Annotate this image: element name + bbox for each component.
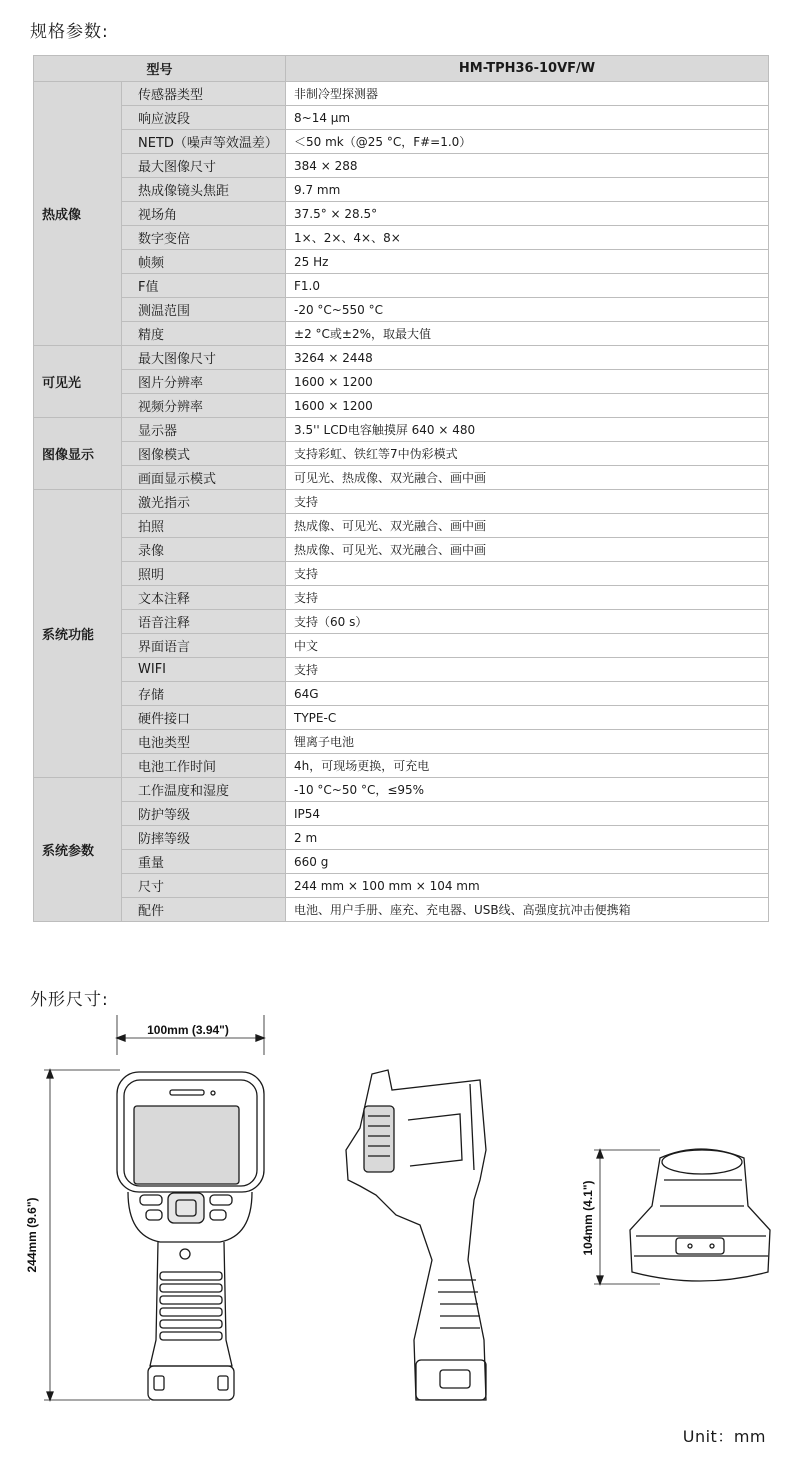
param-name: 显示器 bbox=[122, 418, 286, 442]
param-value: 384 × 288 bbox=[286, 154, 769, 178]
spec-heading: 规格参数: bbox=[30, 22, 109, 42]
param-name: 传感器类型 bbox=[122, 82, 286, 106]
param-name: 界面语言 bbox=[122, 634, 286, 658]
param-name: 语音注释 bbox=[122, 610, 286, 634]
param-value: IP54 bbox=[286, 802, 769, 826]
param-name: 尺寸 bbox=[122, 874, 286, 898]
param-name: NETD（噪声等效温差） bbox=[122, 130, 286, 154]
param-name: F值 bbox=[122, 274, 286, 298]
table-header-row bbox=[34, 56, 769, 82]
table-row bbox=[34, 898, 769, 922]
front-view-drawing bbox=[25, 1015, 264, 1400]
group-label: 系统功能 bbox=[34, 490, 122, 778]
param-value: TYPE-C bbox=[286, 706, 769, 730]
table-row bbox=[34, 274, 769, 298]
param-name: 录像 bbox=[122, 538, 286, 562]
param-value: 可见光、热成像、双光融合、画中画 bbox=[286, 466, 769, 490]
param-value: ±2 °C或±2%，取最大值 bbox=[286, 322, 769, 346]
table-row bbox=[34, 610, 769, 634]
table-row bbox=[34, 418, 769, 442]
param-name: 硬件接口 bbox=[122, 706, 286, 730]
param-value: 热成像、可见光、双光融合、画中画 bbox=[286, 514, 769, 538]
table-row bbox=[34, 442, 769, 466]
param-name: 文本注释 bbox=[122, 586, 286, 610]
param-value: 支持 bbox=[286, 586, 769, 610]
param-value: 3.5'' LCD电容触摸屏 640 × 480 bbox=[286, 418, 769, 442]
table-row bbox=[34, 490, 769, 514]
top-view-drawing bbox=[581, 1149, 770, 1284]
group-label: 热成像 bbox=[34, 82, 122, 346]
param-name: 响应波段 bbox=[122, 106, 286, 130]
param-name: 数字变倍 bbox=[122, 226, 286, 250]
param-name: 电池工作时间 bbox=[122, 754, 286, 778]
param-value: F1.0 bbox=[286, 274, 769, 298]
table-row bbox=[34, 562, 769, 586]
param-name: 画面显示模式 bbox=[122, 466, 286, 490]
table-row bbox=[34, 106, 769, 130]
param-value: 电池、用户手册、座充、充电器、USB线、高强度抗冲击便携箱 bbox=[286, 898, 769, 922]
table-row bbox=[34, 82, 769, 106]
group-label: 系统参数 bbox=[34, 778, 122, 922]
param-value: 热成像、可见光、双光融合、画中画 bbox=[286, 538, 769, 562]
table-row bbox=[34, 178, 769, 202]
table-row bbox=[34, 370, 769, 394]
table-row bbox=[34, 658, 769, 682]
param-name: 图片分辨率 bbox=[122, 370, 286, 394]
dimensions-heading: 外形尺寸: bbox=[30, 990, 109, 1010]
table-row bbox=[34, 730, 769, 754]
table-row bbox=[34, 586, 769, 610]
param-name: 热成像镜头焦距 bbox=[122, 178, 286, 202]
param-value: 9.7 mm bbox=[286, 178, 769, 202]
param-value: 支持 bbox=[286, 658, 769, 682]
param-value: 支持彩虹、铁红等7中伪彩模式 bbox=[286, 442, 769, 466]
height-dimension-label: 244mm (9.6") bbox=[25, 1197, 39, 1273]
param-value: ＜50 mk（@25 °C，F#=1.0） bbox=[286, 130, 769, 154]
param-name: 重量 bbox=[122, 850, 286, 874]
model-value: HM-TPH36-10VF/W bbox=[286, 56, 769, 82]
table-row bbox=[34, 802, 769, 826]
param-value: 25 Hz bbox=[286, 250, 769, 274]
param-name: 防摔等级 bbox=[122, 826, 286, 850]
param-name: 防护等级 bbox=[122, 802, 286, 826]
table-row bbox=[34, 826, 769, 850]
table-row bbox=[34, 634, 769, 658]
param-name: 视场角 bbox=[122, 202, 286, 226]
param-name: 电池类型 bbox=[122, 730, 286, 754]
param-value: 1×、2×、4×、8× bbox=[286, 226, 769, 250]
table-row bbox=[34, 778, 769, 802]
param-value: 非制冷型探测器 bbox=[286, 82, 769, 106]
param-name: 工作温度和湿度 bbox=[122, 778, 286, 802]
param-value: 244 mm × 100 mm × 104 mm bbox=[286, 874, 769, 898]
param-name: 图像模式 bbox=[122, 442, 286, 466]
table-row bbox=[34, 202, 769, 226]
param-name: 配件 bbox=[122, 898, 286, 922]
device-drawings bbox=[0, 1010, 800, 1420]
table-row bbox=[34, 322, 769, 346]
group-label: 可见光 bbox=[34, 346, 122, 418]
param-value: 64G bbox=[286, 682, 769, 706]
param-name: 拍照 bbox=[122, 514, 286, 538]
param-name: 精度 bbox=[122, 322, 286, 346]
param-name: 照明 bbox=[122, 562, 286, 586]
table-row bbox=[34, 538, 769, 562]
width-dimension-label: 100mm (3.94") bbox=[147, 1023, 229, 1037]
depth-dimension-label: 104mm (4.1") bbox=[581, 1180, 595, 1256]
spec-table bbox=[33, 55, 769, 922]
table-row bbox=[34, 226, 769, 250]
param-name: WIFI bbox=[122, 658, 286, 682]
param-value: -20 °C~550 °C bbox=[286, 298, 769, 322]
table-row bbox=[34, 514, 769, 538]
param-value: 支持 bbox=[286, 562, 769, 586]
table-row bbox=[34, 850, 769, 874]
table-row bbox=[34, 394, 769, 418]
param-value: 支持（60 s） bbox=[286, 610, 769, 634]
param-name: 最大图像尺寸 bbox=[122, 154, 286, 178]
param-value: 2 m bbox=[286, 826, 769, 850]
param-name: 存储 bbox=[122, 682, 286, 706]
param-value: 660 g bbox=[286, 850, 769, 874]
param-name: 测温范围 bbox=[122, 298, 286, 322]
param-value: 1600 × 1200 bbox=[286, 394, 769, 418]
param-value: 3264 × 2448 bbox=[286, 346, 769, 370]
unit-label: Unit：mm bbox=[682, 1427, 766, 1446]
table-row bbox=[34, 466, 769, 490]
table-row bbox=[34, 130, 769, 154]
param-value: -10 °C~50 °C，≤95% bbox=[286, 778, 769, 802]
group-label: 图像显示 bbox=[34, 418, 122, 490]
table-row bbox=[34, 874, 769, 898]
table-row bbox=[34, 682, 769, 706]
param-value: 4h，可现场更换，可充电 bbox=[286, 754, 769, 778]
param-value: 锂离子电池 bbox=[286, 730, 769, 754]
side-view-drawing bbox=[346, 1070, 486, 1400]
model-label: 型号 bbox=[34, 56, 286, 82]
param-value: 8~14 μm bbox=[286, 106, 769, 130]
param-name: 帧频 bbox=[122, 250, 286, 274]
table-row bbox=[34, 154, 769, 178]
table-row bbox=[34, 250, 769, 274]
table-row bbox=[34, 754, 769, 778]
param-value: 中文 bbox=[286, 634, 769, 658]
param-value: 支持 bbox=[286, 490, 769, 514]
table-row bbox=[34, 298, 769, 322]
param-name: 最大图像尺寸 bbox=[122, 346, 286, 370]
param-value: 1600 × 1200 bbox=[286, 370, 769, 394]
param-name: 视频分辨率 bbox=[122, 394, 286, 418]
param-value: 37.5° × 28.5° bbox=[286, 202, 769, 226]
table-row bbox=[34, 346, 769, 370]
param-name: 激光指示 bbox=[122, 490, 286, 514]
table-row bbox=[34, 706, 769, 730]
